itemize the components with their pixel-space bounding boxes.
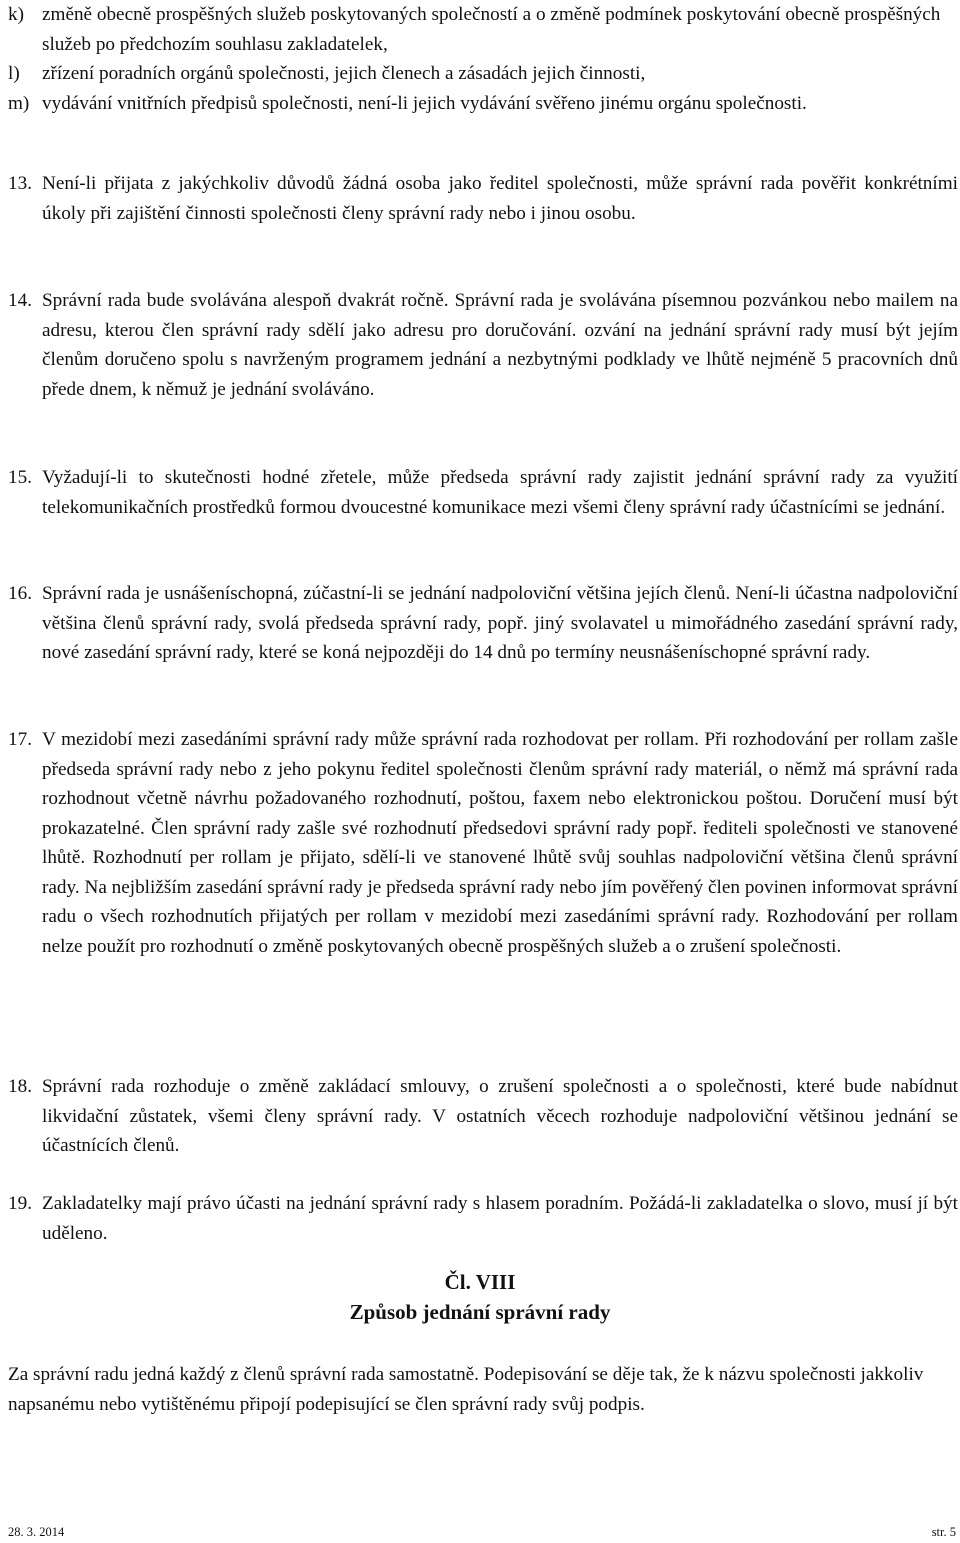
- numbered-item-13: [8, 169, 958, 228]
- list-marker: l): [8, 63, 20, 84]
- list-item-l: [8, 59, 956, 89]
- numbered-item-17: [8, 725, 958, 961]
- section-number: Čl. VIII: [444, 1270, 516, 1294]
- section-paragraph: Za správní radu jedná každý z členů správní rada samostatně. Podepisování se děje tak, že k názvu společnosti jakkoliv napsanému nebo vytištěnému připojí podepisující se člen správní rady svůj podpis.: [8, 1364, 924, 1415]
- list-marker: m): [8, 92, 30, 114]
- item-text: Správní rada rozhoduje o změně zakládací smlouvy, o zrušení společnosti a o společnosti, které bude nabídnut likvidační zůstatek, všemi členy správní rady. V ostatních věcech rozhoduje nadpoloviční většinou jednání se účastnících členů.: [42, 1076, 958, 1156]
- numbered-item-15: [8, 463, 958, 522]
- numbered-item-18: [8, 1072, 958, 1161]
- item-text: Vyžadují-li to skutečnosti hodné zřetele, může předseda správní rady zajistit jednání správní rady za využití telekomunikačních prostředků formou dvoucestné komunikace mezi všemi členy správní rady účastnícími se jednání.: [42, 467, 958, 518]
- item-number: 13.: [8, 173, 32, 194]
- item-text: Správní rada bude svolávána alespoň dvakrát ročně. Správní rada je svolávána písemnou pozvánkou nebo mailem na adresu, kterou člen správní rady sdělí jako adresu pro doručování. ozvání na jednání správní rady musí být jejím členům doručeno spolu s navrženým programem jednání a nezbytnými podklady ve lhůtě nejméně 5 pracovních dnů přede dnem, k němuž je jednání svoláváno.: [42, 290, 958, 400]
- list-item-text: vydávání vnitřních předpisů společnosti, není-li jejich vydávání svěřeno jinému orgánu společnosti.: [42, 92, 807, 114]
- item-number: 18.: [8, 1076, 32, 1097]
- footer-date: 28. 3. 2014: [8, 1525, 65, 1539]
- item-text: V mezidobí mezi zasedáními správní rady může správní rada rozhodovat per rollam. Při rozhodování per rollam zašle předseda správní rady nebo z jeho pokynu ředitel společnosti členům správní rady materiál, o němž má správní rada rozhodnout včetně návrhu požadovaného rozhodnutí, poštou, faxem nebo elektronickou poštou. Doručení musí být prokazatelné. Člen správní rady zašle své rozhodnutí předsedovi správní rady popř. řediteli společnosti ve stanovené lhůtě. Rozhodnutí per rollam je přijato, sdělí-li ve stanovené lhůtě svůj souhlas nadpoloviční většina členů správní rady. Na nejbližším zasedání správní rady je předseda správní rady nebo jím pověřený člen povinen informovat správní radu o všech rozhodnutích přijatých per rollam v mezidobí mezi zasedáními správní rady. Rozhodování per rollam nelze použít pro rozhodnutí o změně poskytovaných obecně prospěšných služeb a o zrušení společnosti.: [42, 729, 958, 957]
- letter-list: [8, 0, 956, 118]
- item-text: Zakladatelky mají právo účasti na jednání správní rady s hlasem poradním. Požádá-li zakladatelka o slovo, musí jí být uděleno.: [42, 1193, 958, 1244]
- item-number: 16.: [8, 583, 32, 604]
- numbered-item-19: [8, 1189, 958, 1248]
- numbered-item-14: [8, 286, 958, 404]
- list-item-text: zřízení poradních orgánů společnosti, jejich členech a zásadách jejich činnosti,: [42, 63, 646, 84]
- item-text: Správní rada je usnášeníschopná, zúčastní-li se jednání nadpoloviční většina jejích členů. Není-li účastna nadpoloviční většina členů správní rady, svolá předseda správní rady, popř. jiný svolavatel u mimořádného zasedání správní rady, nové zasedání správní rady, které se koná nejpozději do 14 dnů po termíny neusnášeníschopné správní rady.: [42, 583, 958, 663]
- section-title: Způsob jednání správní rady: [349, 1300, 611, 1324]
- footer-page-number: str. 5: [931, 1525, 956, 1539]
- list-item-k: [8, 0, 956, 59]
- item-number: 14.: [8, 290, 32, 311]
- item-number: 15.: [8, 467, 32, 488]
- numbered-item-16: [8, 579, 958, 668]
- list-item-m: [8, 89, 956, 119]
- item-number: 19.: [8, 1193, 32, 1214]
- list-item-text: změně obecně prospěšných služeb poskytovaných společností a o změně podmínek poskytování obecně prospěšných služeb po předchozím souhlasu zakladatelek,: [42, 4, 941, 55]
- item-text: Není-li přijata z jakýchkoliv důvodů žádná osoba jako ředitel společnosti, může správní rada pověřit konkrétními úkoly při zajištění činnosti společnosti členy správní rady nebo i jinou osobu.: [42, 173, 958, 224]
- item-number: 17.: [8, 729, 32, 750]
- list-marker: k): [8, 4, 24, 25]
